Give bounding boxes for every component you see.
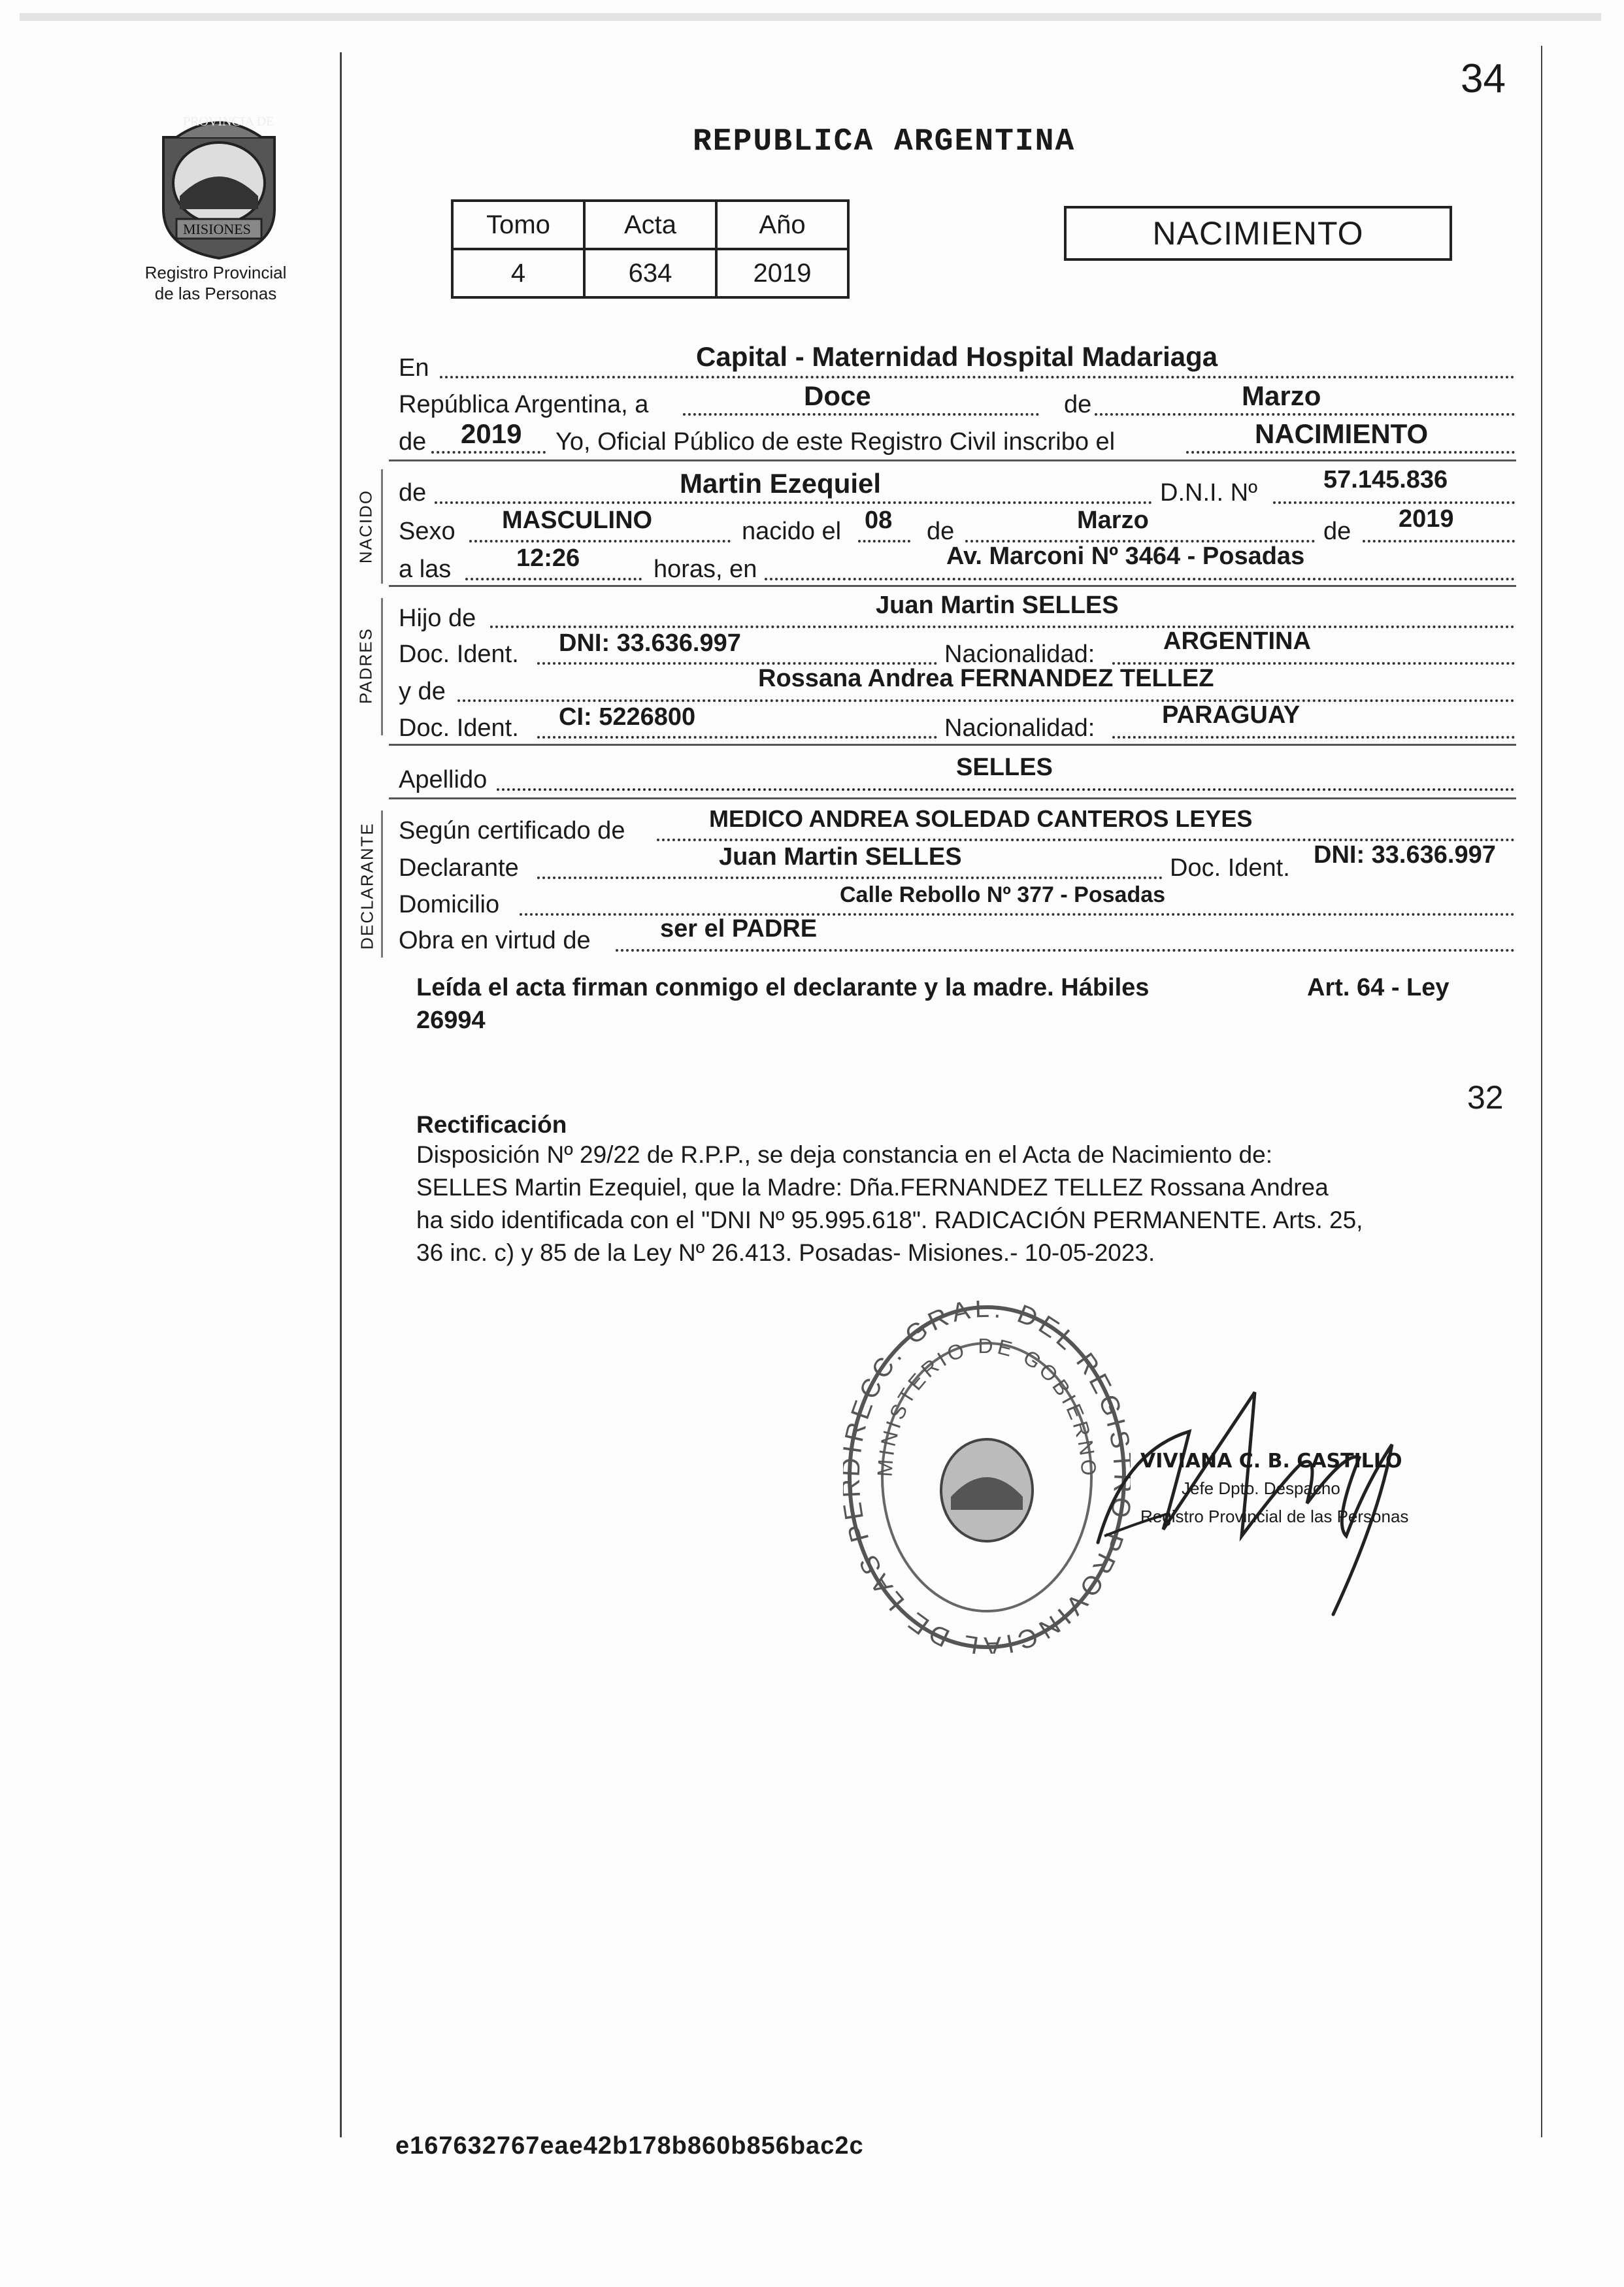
page-number: 34	[1461, 56, 1506, 101]
declarante-doc: DNI: 33.636.997	[1314, 841, 1496, 869]
dots	[457, 699, 1515, 702]
segun-label: Según certificado de	[399, 817, 625, 844]
domicilio-value: Calle Rebollo Nº 377 - Posadas	[840, 882, 1166, 907]
margin-line-left	[340, 52, 342, 2137]
birth-address: Av. Marconi Nº 3464 - Posadas	[946, 543, 1305, 570]
section-rule	[389, 585, 1516, 587]
dots	[469, 540, 731, 543]
father-doc-label: Doc. Ident.	[399, 641, 519, 668]
declarante-doc-label: Doc. Ident.	[1170, 854, 1290, 882]
anio-label: Año	[716, 201, 848, 249]
anio-value: 2019	[716, 249, 848, 297]
apellido-value: SELLES	[956, 754, 1053, 781]
side-label-declarante: DECLARANTE	[357, 822, 377, 950]
seal-text-bottom: MISIONES	[183, 221, 251, 237]
signer-org: Registro Provincial de las Personas	[1140, 1507, 1409, 1526]
mother-doc: CI: 5226800	[559, 703, 696, 731]
province-seal-logo	[150, 111, 288, 261]
stamp-inner-text: MINISTERIO DE GOBIERNO	[872, 1333, 1101, 1480]
mother-nat-label: Nacionalidad:	[944, 714, 1095, 742]
father-nationality: ARGENTINA	[1163, 627, 1311, 655]
birth-month: Marzo	[1077, 507, 1149, 534]
section-rule	[389, 797, 1516, 799]
birth-year: 2019	[1399, 505, 1454, 533]
rectificacion-line-1: Disposición Nº 29/22 de R.P.P., se deja constancia en el Acta de Nacimiento de:	[416, 1141, 1272, 1168]
margin-line-right	[1541, 46, 1542, 2137]
leida-line-1: Leída el acta firman conmigo el declarante y la madre. Hábiles	[416, 974, 1150, 1001]
a-las-label: a las	[399, 556, 452, 583]
dots	[1112, 736, 1515, 739]
declarante-name: Juan Martin SELLES	[719, 843, 962, 871]
dots	[1095, 413, 1515, 416]
sexo-value: MASCULINO	[502, 507, 653, 534]
mother-name: Rossana Andrea FERNANDEZ TELLEZ	[758, 665, 1214, 692]
y-de-label: y de	[399, 678, 446, 705]
rectificacion-line-3: ha sido identificada con el "DNI Nº 95.995.618". RADICACIÓN PERMANENTE. Arts. 25,	[416, 1207, 1363, 1233]
rectificacion-number: 32	[1467, 1079, 1504, 1116]
signer-name: VIVIANA C. B. CASTILLO	[1140, 1450, 1402, 1473]
hijo-de-label: Hijo de	[399, 605, 476, 632]
side-bracket-padres	[381, 598, 383, 735]
leida-line-2: 26994	[416, 1007, 486, 1034]
rectificacion-title: Rectificación	[416, 1111, 567, 1138]
stamp-outer-text: ECC. GRAL. DEL REGI PROVINCIAL DE LAS P	[843, 1301, 1131, 1654]
year-value: 2019	[461, 418, 522, 449]
obra-value: ser el PADRE	[660, 915, 818, 943]
dots	[683, 413, 1039, 416]
acta-value: 634	[584, 249, 716, 297]
father-doc: DNI: 33.636.997	[559, 629, 741, 657]
signer-role: Jefe Dpto. Despacho	[1182, 1478, 1340, 1498]
horas-label: horas, en	[654, 556, 757, 583]
logo-caption-2: de las Personas	[154, 284, 277, 303]
dots	[435, 501, 1152, 504]
dni-label: D.N.I. Nº	[1160, 479, 1257, 507]
dots	[490, 626, 1515, 628]
dots	[1273, 501, 1515, 504]
dots	[858, 540, 910, 543]
scan-shadow	[20, 13, 1601, 21]
de-label-3: de	[1323, 518, 1351, 545]
nacido-el-label: nacido el	[742, 518, 842, 545]
month-value: Marzo	[1242, 380, 1321, 411]
register-table	[451, 199, 850, 299]
nacido-de-label: de	[399, 479, 427, 507]
obra-label: Obra en virtud de	[399, 927, 591, 954]
document-hash: e167632767eae42b178b860b856bac2c	[395, 2132, 864, 2160]
child-dni: 57.145.836	[1323, 466, 1448, 493]
tomo-value: 4	[452, 249, 584, 297]
leida-art: Art. 64 - Ley	[1307, 974, 1450, 1001]
inscribo-text: Yo, Oficial Público de este Registro Civil inscribo el	[555, 428, 1116, 456]
dots	[537, 876, 1163, 879]
dots	[465, 578, 642, 580]
tomo-label: Tomo	[452, 201, 584, 249]
day-value: Doce	[804, 380, 871, 411]
dots	[1186, 451, 1515, 454]
seal-text-top: PROVINCIA DE	[183, 114, 274, 129]
birth-day: 08	[865, 507, 893, 534]
act-type-box: NACIMIENTO	[1064, 206, 1452, 261]
side-bracket-declarante	[381, 810, 383, 958]
act-type-value: NACIMIENTO	[1255, 418, 1429, 449]
logo-caption-1: Registro Provincial	[144, 263, 287, 282]
de-label-2: de	[927, 518, 955, 545]
acta-label: Acta	[584, 201, 716, 249]
en-label: En	[399, 354, 429, 382]
side-label-nacido: NACIDO	[356, 489, 376, 564]
rectificacion-line-2: SELLES Martin Ezequiel, que la Madre: Dña.FERNANDEZ TELLEZ Rossana Andrea	[416, 1174, 1329, 1201]
dots	[431, 451, 546, 454]
father-name: Juan Martin SELLES	[876, 592, 1119, 619]
dots	[616, 949, 1515, 952]
declarante-label: Declarante	[399, 854, 519, 882]
dots	[765, 578, 1515, 580]
apellido-label: Apellido	[399, 766, 488, 793]
de-label: de	[1064, 391, 1092, 418]
domicilio-label: Domicilio	[399, 891, 500, 918]
sexo-label: Sexo	[399, 518, 456, 545]
document-title: REPUBLICA ARGENTINA	[693, 124, 1076, 159]
side-bracket-nacido	[381, 469, 383, 584]
section-rule	[389, 744, 1516, 746]
de2-label: de	[399, 428, 427, 456]
child-name: Martin Ezequiel	[680, 468, 882, 499]
rectificacion-line-4: 36 inc. c) y 85 de la Ley Nº 26.413. Posadas- Misiones.- 10-05-2023.	[416, 1239, 1155, 1266]
section-rule	[389, 459, 1516, 461]
dots	[537, 736, 937, 739]
place-value: Capital - Maternidad Hospital Madariaga	[696, 341, 1218, 372]
birth-time: 12:26	[516, 544, 580, 572]
mother-nationality: PARAGUAY	[1162, 701, 1301, 729]
certificado-value: MEDICO ANDREA SOLEDAD CANTEROS LEYES	[709, 805, 1253, 832]
side-label-padres: PADRES	[356, 627, 376, 704]
dots	[440, 376, 1515, 378]
father-nat-label: Nacionalidad:	[944, 641, 1095, 668]
mother-doc-label: Doc. Ident.	[399, 714, 519, 742]
republica-label: República Argentina, a	[399, 391, 649, 418]
dots	[497, 788, 1515, 791]
dots	[1363, 540, 1515, 543]
